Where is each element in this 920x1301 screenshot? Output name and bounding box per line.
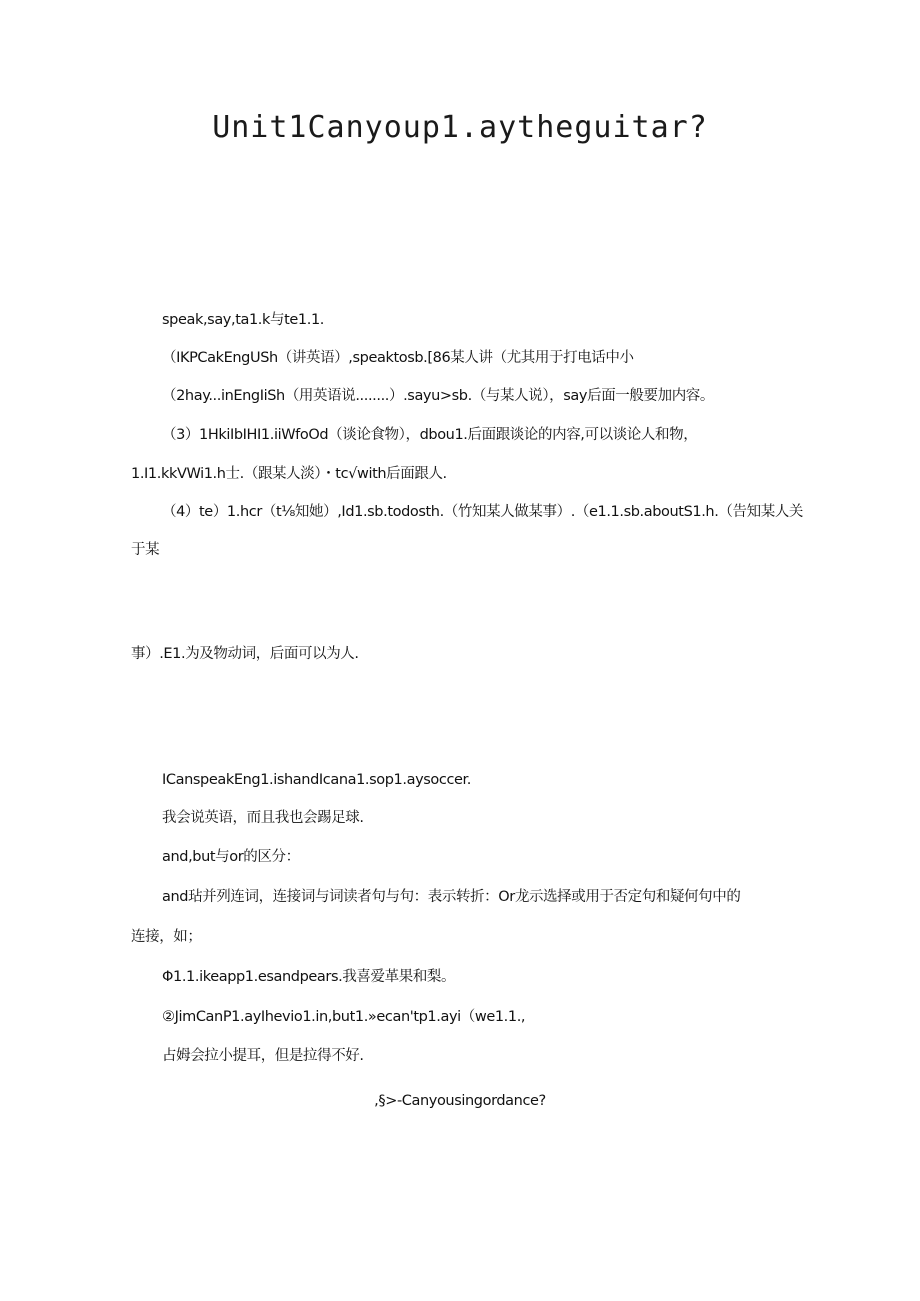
text-line: （2hay...inEngIiSh（用英语说........）.sayu>sb.（与某人说），say后面一般要加内容。 [162, 388, 714, 404]
text-line: （3）1HkiIbIHI1.iiWfoOd（谈论食物），dbou1.后面跟谈论的内容,可以谈论人和物， [162, 427, 698, 443]
text-line: ,§>-Canyousingordance? [374, 1093, 546, 1109]
text-line: Φ1.1.ikeapp1.esandpears.我喜爱革果和梨。 [162, 969, 456, 985]
text-line: ②JimCanP1.ayIhevio1.in,but1.»ecan'tp1.ayi（we1.1., [162, 1009, 526, 1025]
text-line: 于某 [131, 542, 160, 558]
document-title: Unit1Canyoup1.aytheguitar? [212, 110, 708, 145]
text-line: and,but与or的区分： [162, 849, 300, 865]
text-line: 我会说英语，而且我也会踢足球. [162, 810, 364, 826]
text-line: 事）.E1.为及物动词，后面可以为人. [131, 646, 359, 662]
text-line: 1.I1.kkVWi1.h士.（跟某人淡）・tc√with后面跟人. [131, 466, 447, 482]
text-line: and玷并列连词，连接词与词读者句与句：表示转折：Or龙示选择或用于否定句和疑何句中的 [162, 889, 741, 905]
text-line: 连接，如； [131, 929, 202, 945]
text-line: （IKPCakEngUSh（讲英语）,speaktosb.[86某人讲（尤其用于打电话中小 [162, 350, 634, 366]
text-line: speak,say,ta1.k与te1.1. [162, 312, 324, 328]
text-line: 占姆会拉小提耳，但是拉得不好. [162, 1048, 364, 1064]
text-line: ICanspeakEng1.ishandIcana1.sop1.aysoccer. [162, 772, 471, 788]
text-line: （4）te）1.hcr（t⅛知她）,Id1.sb.todosth.（竹知某人做某事）.（e1.1.sb.aboutS1.h.（告知某人关 [162, 504, 804, 520]
